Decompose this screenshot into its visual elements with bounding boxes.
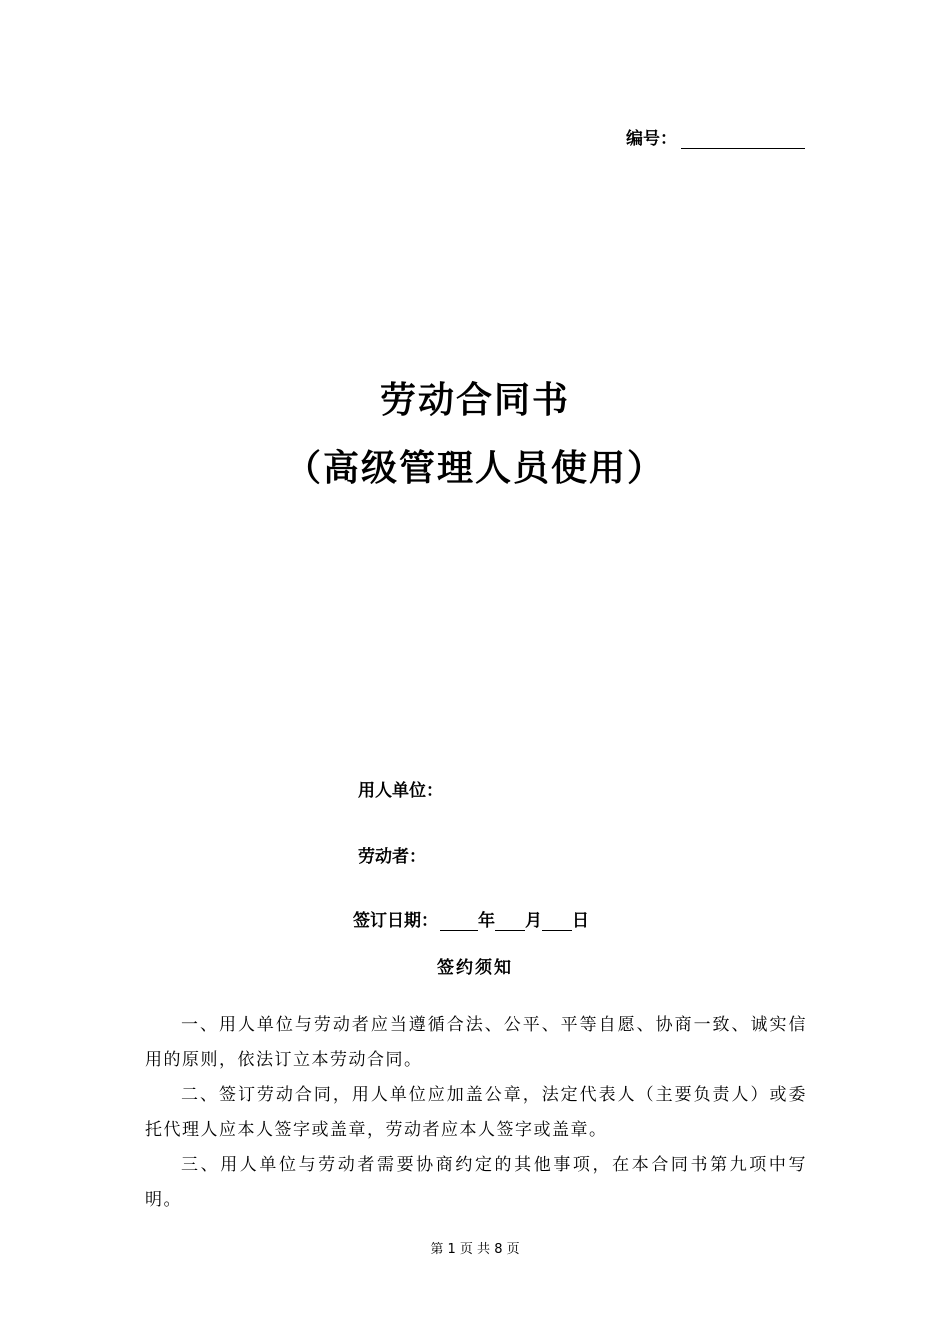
serial-number-label: 编号：: [626, 129, 677, 149]
day-char: 日: [572, 911, 589, 931]
document-title: 劳动合同书: [379, 379, 570, 421]
document-subtitle: （高级管理人员使用）: [284, 447, 665, 489]
day-blank[interactable]: [542, 912, 572, 931]
serial-number: [626, 124, 805, 149]
notice-item: 一、用人单位与劳动者应当遵循合法、公平、平等自愿、协商一致、诚实信用的原则，依法订立本劳动合同。: [145, 1015, 807, 1070]
notice-heading: 签约须知: [437, 958, 513, 978]
month-blank[interactable]: [495, 912, 525, 931]
notice-item: 二、签订劳动合同，用人单位应加盖公章，法定代表人（主要负责人）或委托代理人应本人签字或盖章，劳动者应本人签字或盖章。: [145, 1085, 807, 1140]
page-footer: 第 1 页 共 8 页: [430, 1242, 520, 1257]
sign-date-label: 签订日期：: [353, 911, 438, 931]
employer-field-label: 用人单位：: [358, 781, 443, 801]
year-char: 年: [478, 911, 495, 931]
month-char: 月: [525, 911, 542, 931]
year-blank[interactable]: [440, 912, 478, 931]
serial-number-blank[interactable]: [681, 128, 805, 149]
sign-date-line: [353, 906, 589, 931]
notice-item: 三、用人单位与劳动者需要协商约定的其他事项，在本合同书第九项中写明。: [145, 1155, 807, 1210]
worker-field-label: 劳动者：: [358, 847, 426, 867]
